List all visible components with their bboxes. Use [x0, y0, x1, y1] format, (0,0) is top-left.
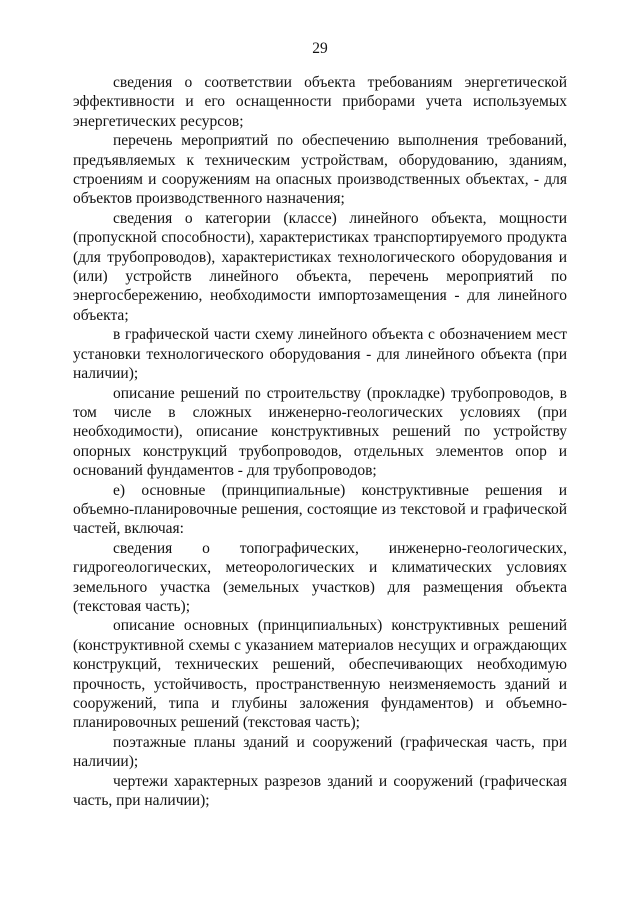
paragraph-hazardous-facilities: перечень мероприятий по обеспечению выполнения требований, предъявляемых к техническим устройствам, оборудованию, зданиям, строениям и сооружениям на опасных производственных объектах, - для объектов производственного назначения; [73, 132, 567, 208]
paragraph-section-drawings: чертежи характерных разрезов зданий и сооружений (графическая часть, при наличии); [73, 772, 567, 810]
paragraph-site-conditions: сведения о топографических, инженерно-геологических, гидрогеологических, метеорологических и климатических условиях земельного участка (земельных участков) для размещения объекта (текстовая часть); [73, 539, 567, 615]
page-number: 29 [312, 40, 328, 57]
paragraph-energy-efficiency: сведения о соответствии объекта требованиям энергетической эффективности и его оснащенности приборами учета используемых энергетических ресурсов; [73, 74, 567, 130]
paragraph-section-e: е) основные (принципиальные) конструктивные решения и объемно-планировочные решения, состоящие из текстовой и графической частей, включая: [73, 481, 567, 538]
paragraph-floor-plans: поэтажные планы зданий и сооружений (графическая часть, при наличии); [73, 733, 567, 771]
paragraph-linear-object-category: сведения о категории (классе) линейного объекта, мощности (пропускной способности), характеристиках транспортируемого продукта (для трубопроводов), характеристиках технологического оборудования и (или) устройств линейного объекта, перечень мероприятий по энергосбережению, необходимости импортозамещения - для линейного объекта; [73, 209, 567, 324]
paragraph-pipeline-construction: описание решений по строительству (прокладке) трубопроводов, в том числе в сложных инженерно-геологических условиях (при необходимости), описание конструктивных решений по устройству опорных конструкций трубопроводов, отдельных элементов опор и оснований фундаментов - для трубопроводов; [73, 384, 567, 480]
paragraph-linear-object-scheme: в графической части схему линейного объекта с обозначением мест установки технологического оборудования - для линейного объекта (при наличии); [73, 326, 567, 383]
paragraph-structural-solutions: описание основных (принципиальных) конструктивных решений (конструктивной схемы с указанием материалов несущих и ограждающих конструкций, технических решений, обеспечивающих необходимую прочность, устойчивость, пространственную неизменяемость зданий и сооружений, типа и глубины заложения фундаментов) и объемно-планировочных решений (текстовая часть); [73, 617, 567, 732]
body-text [73, 73, 567, 810]
